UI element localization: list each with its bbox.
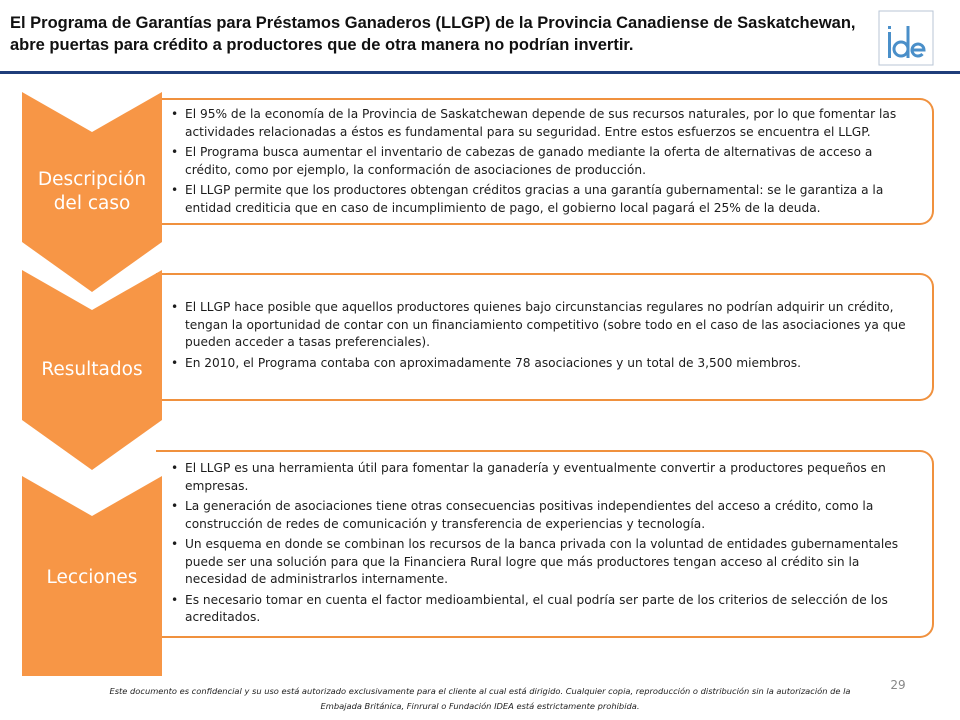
bullet-item: • En 2010, el Programa contaba con aproximadamente 78 asociaciones y un total de 3,500 miembros. (156, 355, 932, 373)
bullet-item: • El 95% de la economía de la Provincia de Saskatchewan depende de sus recursos naturales, por lo que fomentar las actividades relacionadas a éstos es fundamental para su seguridad. Entre estos esfuerzos se encuentra el LLGP. (156, 106, 932, 141)
confidentiality-disclaimer: Este documento es confidencial y su uso está autorizado exclusivamente para el cliente al cual está dirigido. Cualquier copia, reproducción o distribución sin la autorización de la Embajada Británica, Finrural o Fundación IDEA está estrictamente prohibida. (109, 686, 851, 711)
section-box-lecciones (156, 450, 934, 638)
chevron-descripcion (22, 92, 162, 292)
bullet-item: • Un esquema en donde se combinan los recursos de la banca privada con la voluntad de entidades gubernamentales puede ser una solución para que la Financiera Rural logre que más productores tengan acceso al crédito sin la necesidad de administrarlos internamente. (156, 536, 932, 589)
page-number: 29 (890, 678, 906, 692)
chevron-label: Lecciones (46, 567, 138, 588)
section-box-descripcion (156, 98, 934, 225)
fundacion-idea-logo (878, 10, 934, 66)
section-box-resultados (156, 273, 934, 401)
header-rule (0, 71, 960, 74)
bullet-item: • El Programa busca aumentar el inventario de cabezas de ganado mediante la oferta de alternativas de acceso a crédito, como por ejemplo, la conformación de asociaciones de producción. (156, 144, 932, 179)
bullet-item: • El LLGP hace posible que aquellos productores quienes bajo circunstancias regulares no podrían adquirir un crédito, tengan la oportunidad de contar con un financiamiento competitivo (sobre todo en el caso de las asociaciones ya que pueden acceder a tasas preferenciales). (156, 299, 932, 352)
chevron-lecciones (22, 476, 162, 676)
bullet-item: • El LLGP permite que los productores obtengan créditos gracias a una garantía gubernamental: se le garantiza a la entidad crediticia que en caso de incumplimiento de pago, el gobierno local pagará el 25% de la deuda. (156, 182, 932, 217)
bullet-item: • Es necesario tomar en cuenta el factor medioambiental, el cual podría ser parte de los criterios de selección de los acreditados. (156, 592, 932, 627)
bullet-item: • El LLGP es una herramienta útil para fomentar la ganadería y eventualmente convertir a productores pequeños en empresas. (156, 460, 932, 495)
slide-title: El Programa de Garantías para Préstamos Ganaderos (LLGP) de la Provincia Canadiense de Saskatchewan, abre puertas para crédito a productores que de otra manera no podrían invertir. (10, 14, 856, 54)
chevron-label: Resultados (41, 359, 143, 380)
chevron-resultados (22, 270, 162, 470)
chevron-label: Descripción del caso (37, 169, 147, 214)
bullet-item: • La generación de asociaciones tiene otras consecuencias positivas independientes del acceso a crédito, como la construcción de redes de comunicación y transferencia de experiencias y tecnología. (156, 498, 932, 533)
